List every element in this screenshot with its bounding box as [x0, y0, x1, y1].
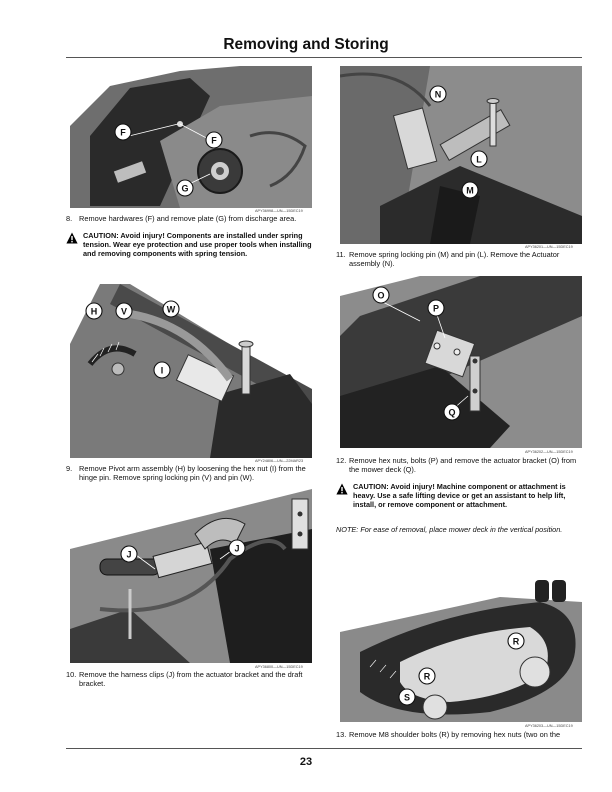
callout-W	[163, 301, 179, 317]
figure-code: APY36202—UN—15DEC19	[525, 450, 573, 454]
figure-code: APY36998—UN—15DEC19	[255, 209, 303, 213]
callout-F-2	[206, 132, 222, 148]
callout-P	[428, 300, 444, 316]
svg-text:V: V	[120, 306, 128, 317]
figure-code: APY36201—UN—15DEC19	[525, 245, 573, 249]
svg-text:Q: Q	[448, 407, 456, 418]
svg-text:H: H	[90, 306, 98, 317]
callout-G	[177, 180, 193, 196]
figure-code: APY24806—UN—22MAR23	[255, 459, 304, 463]
svg-text:P: P	[432, 303, 440, 314]
step-12: 12. Remove hex nuts, bolts (P) and remove the actuator bracket (O) from the mower deck (Q).	[336, 456, 577, 475]
callout-O	[373, 287, 389, 303]
svg-text:J: J	[234, 543, 240, 554]
svg-text:S: S	[403, 692, 411, 703]
svg-text:W: W	[166, 304, 176, 315]
svg-text:F: F	[211, 135, 217, 146]
step-8: 8. Remove hardwares (F) and remove plate (G) from discharge area.	[66, 214, 297, 223]
callout-H	[86, 303, 102, 319]
svg-text:N: N	[434, 89, 442, 100]
step-10: 10. Remove the harness clips (J) from the actuator bracket and the draft bracket.	[66, 670, 303, 689]
figure-code: APY36203—UN—15DEC19	[525, 724, 573, 728]
caution-heavy-component: CAUTION: Avoid injury! Machine component or attachment is heavy. Use a safe lifting device or get an assistant to help lift, install, or remove component or attachment.	[336, 482, 584, 509]
page-title: Removing and Storing	[223, 36, 389, 53]
footer-divider	[66, 748, 582, 749]
svg-text:M: M	[466, 185, 474, 196]
warning-icon	[66, 232, 78, 244]
svg-text:F: F	[120, 127, 126, 138]
callout-F-1	[115, 124, 131, 140]
figure-shoulder-bolts	[340, 572, 582, 722]
callout-V	[116, 303, 132, 319]
callout-J-1	[121, 546, 137, 562]
svg-text:L: L	[476, 154, 482, 165]
svg-text:O: O	[377, 290, 385, 301]
step-9: 9. Remove Pivot arm assembly (H) by loosening the hex nut (I) from the hinge pin. Remove spring locking pin (V) and pin (W).	[66, 464, 306, 483]
callout-L	[471, 151, 487, 167]
figure-pivot-arm	[70, 284, 312, 458]
svg-text:R: R	[423, 671, 431, 682]
figure-actuator-assembly	[340, 66, 582, 244]
callout-N	[430, 86, 446, 102]
callout-I	[154, 362, 170, 378]
title-divider	[66, 57, 582, 58]
figure-actuator-bracket	[340, 276, 582, 448]
callout-J-2	[229, 540, 245, 556]
figure-code: APY36800—UN—15DEC19	[255, 665, 303, 669]
callout-M	[462, 182, 478, 198]
callout-R-2	[419, 668, 435, 684]
caution-spring-tension: CAUTION: Avoid injury! Components are installed under spring tension. Wear eye protection and use proper tools when installing and removing components with spring tension.	[66, 231, 316, 258]
svg-text:I: I	[160, 365, 164, 376]
warning-icon	[336, 483, 348, 495]
svg-text:J: J	[126, 549, 132, 560]
page-number: 23	[299, 756, 313, 768]
callout-Q	[444, 404, 460, 420]
svg-text:G: G	[181, 183, 189, 194]
note-vertical-position: NOTE: For ease of removal, place mower deck in the vertical position.	[336, 525, 563, 534]
callout-R-1	[508, 633, 524, 649]
step-11: 11. Remove spring locking pin (M) and pin (L). Remove the Actuator assembly (N).	[336, 250, 560, 269]
svg-text:R: R	[512, 636, 520, 647]
figure-harness-clips	[70, 489, 312, 663]
callout-S	[399, 689, 415, 705]
figure-plate-removal	[70, 66, 312, 208]
step-13: 13. Remove M8 shoulder bolts (R) by removing hex nuts (two on the	[336, 730, 561, 739]
